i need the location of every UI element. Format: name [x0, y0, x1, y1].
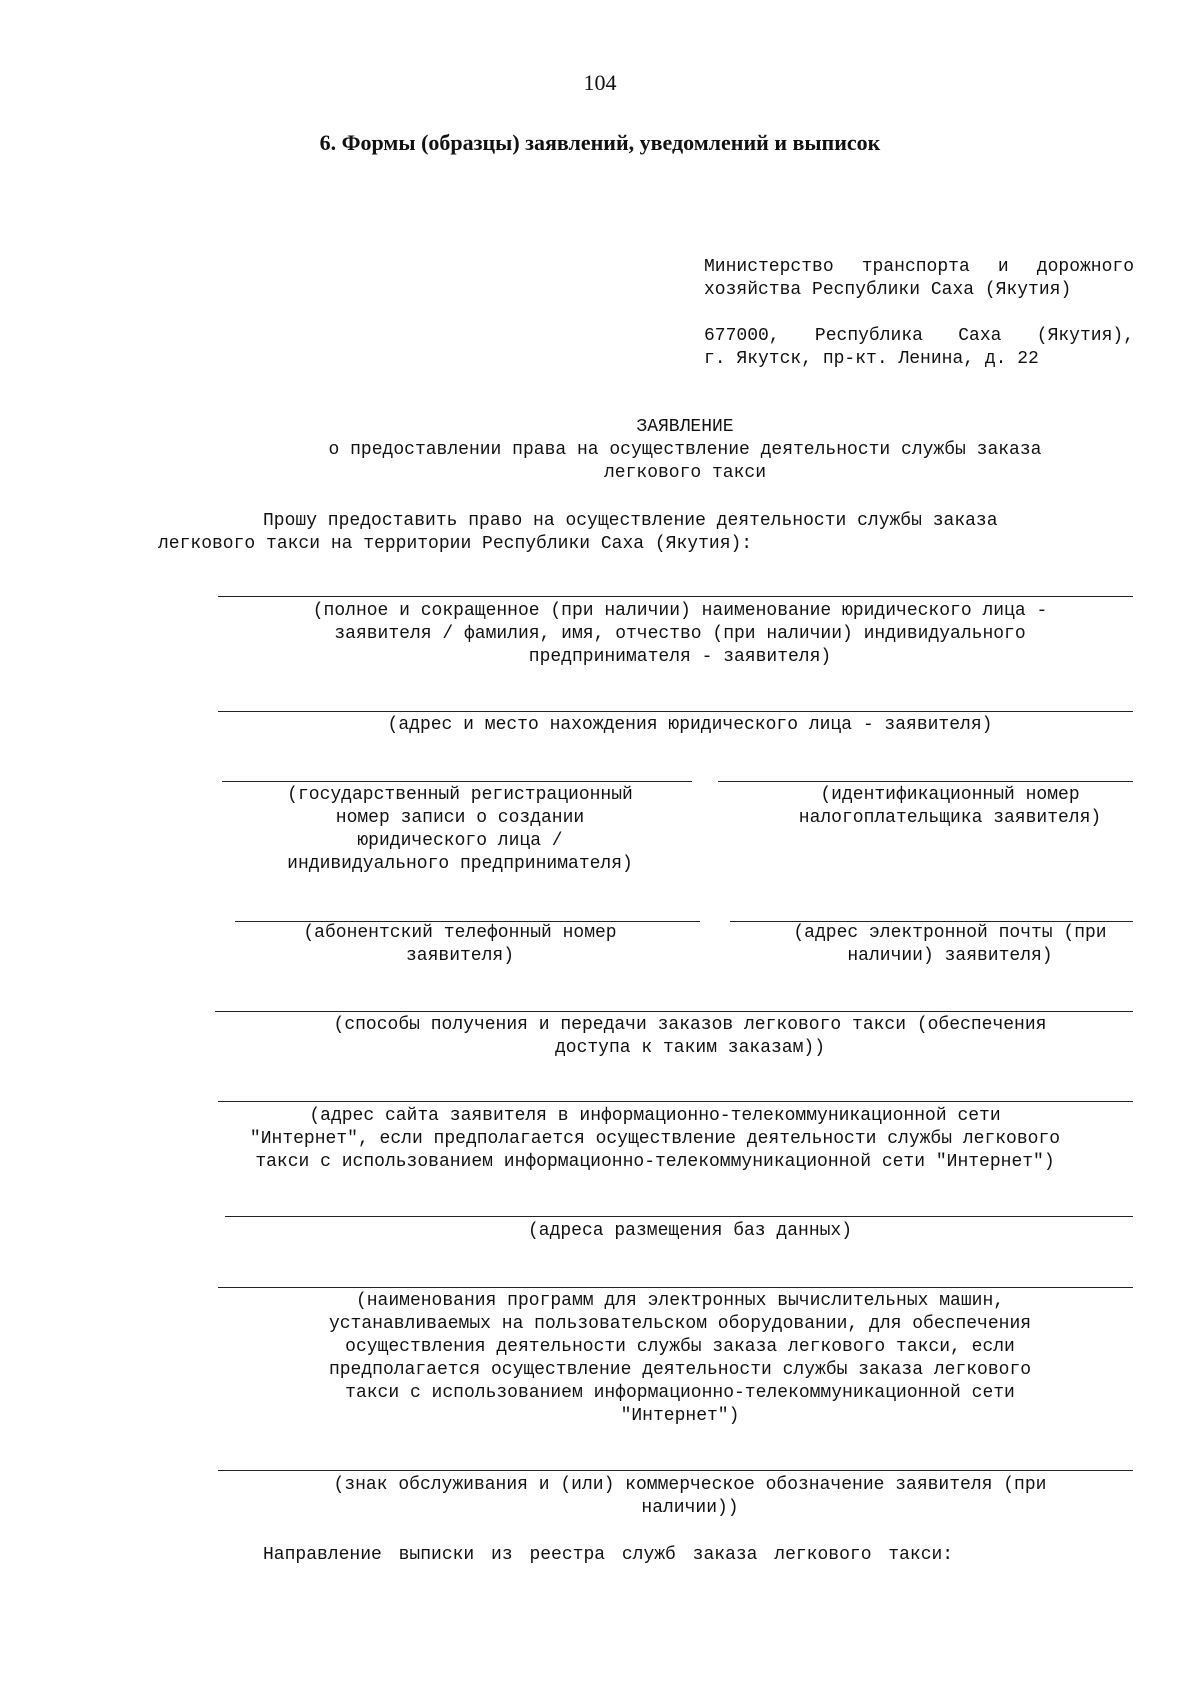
website-caption	[180, 1105, 1130, 1174]
phone-caption	[270, 922, 650, 968]
trademark-caption	[270, 1474, 1110, 1520]
caption-line: индивидуального предпринимателя)	[287, 854, 633, 874]
address-caption	[300, 714, 1080, 737]
caption-line: налогоплательщика заявителя)	[798, 808, 1102, 828]
recipient-name	[704, 256, 1134, 302]
address-underline	[218, 711, 1133, 712]
website-underline	[218, 1101, 1133, 1102]
caption-line: (полное и сокращенное (при наличии) наименование юридического лица -	[312, 601, 1048, 621]
caption-line: "Интернет")	[620, 1406, 740, 1426]
caption-line: (адреса размещения баз данных)	[527, 1221, 853, 1241]
email-caption	[760, 922, 1140, 968]
section-title: 6. Формы (образцы) заявлений, уведомлений и выписок	[319, 130, 881, 155]
full-name-underline	[218, 596, 1133, 597]
caption-line: осуществления деятельности службы заказа легкового такси, если	[345, 1337, 1015, 1357]
ogrn-underline	[222, 781, 692, 782]
request-line-1: Прошу предоставить право на осуществление деятельности службы заказа	[263, 511, 998, 531]
caption-line: юридического лица /	[357, 831, 563, 851]
caption-line: предполагается осуществление деятельности службы заказа легкового	[328, 1360, 1032, 1380]
databases-underline	[225, 1216, 1133, 1217]
application-subtitle-line: легкового такси	[603, 463, 767, 483]
inn-underline	[718, 781, 1133, 782]
caption-line: (абонентский телефонный номер	[303, 923, 617, 943]
inn-caption	[770, 784, 1130, 830]
application-subtitle-line: о предоставлении права на осуществление деятельности службы заказа	[328, 440, 1042, 460]
caption-line: заявителя)	[405, 946, 515, 966]
extract-delivery-line: Направление выписки из реестра служб заказа легкового такси:	[263, 1545, 954, 1565]
caption-line: (наименования программ для электронных вычислительных машин,	[355, 1291, 1005, 1311]
caption-line: (знак обслуживания и (или) коммерческое обозначение заявителя (при	[333, 1475, 1047, 1495]
page-number: 104	[583, 70, 617, 95]
recipient-name-line: хозяйства Республики Саха (Якутия)	[704, 280, 1072, 300]
recipient-name-line: Министерство транспорта и дорожного	[704, 257, 1134, 277]
software-caption	[250, 1290, 1110, 1428]
software-underline	[218, 1287, 1133, 1288]
full-name-caption	[250, 600, 1110, 669]
recipient-address	[704, 325, 1134, 371]
order-methods-caption	[270, 1014, 1110, 1060]
caption-line: такси с использованием информационно-телекоммуникационной сети	[345, 1383, 1015, 1403]
recipient-address-line: г. Якутск, пр-кт. Ленина, д. 22	[704, 349, 1039, 369]
caption-line: (способы получения и передачи заказов легкового такси (обеспечения	[333, 1015, 1047, 1035]
request-line-2: легкового такси на территории Республики Саха (Якутия):	[158, 534, 753, 554]
trademark-underline	[218, 1470, 1133, 1471]
caption-line: (адрес электронной почты (при	[793, 923, 1107, 943]
caption-line: наличии) заявителя)	[847, 946, 1053, 966]
caption-line: (адрес сайта заявителя в информационно-телекоммуникационной сети	[309, 1106, 1001, 1126]
caption-line: (адрес и место нахождения юридического лица - заявителя)	[387, 715, 993, 735]
caption-line: (государственный регистрационный	[287, 785, 633, 805]
caption-line: номер записи о создании	[335, 808, 585, 828]
application-title: ЗАЯВЛЕНИЕ	[636, 417, 734, 437]
caption-line: наличии))	[641, 1498, 739, 1518]
caption-line: "Интернет", если предполагается осуществление деятельности службы легкового	[249, 1129, 1061, 1149]
caption-line: такси с использованием информационно-телекоммуникационной сети "Интернет")	[255, 1152, 1055, 1172]
caption-line: доступа к таким заказам))	[554, 1038, 826, 1058]
caption-line: заявителя / фамилия, имя, отчество (при наличии) индивидуального	[334, 624, 1026, 644]
order-methods-underline	[215, 1011, 1133, 1012]
caption-line: предпринимателя - заявителя)	[528, 647, 832, 667]
ogrn-caption	[230, 784, 690, 876]
application-title-block	[270, 416, 1100, 485]
caption-line: устанавливаемых на пользовательском оборудовании, для обеспечения	[328, 1314, 1032, 1334]
caption-line: (идентификационный номер	[820, 785, 1080, 805]
databases-caption	[300, 1220, 1080, 1243]
recipient-address-line: 677000, Республика Саха (Якутия),	[704, 326, 1134, 346]
